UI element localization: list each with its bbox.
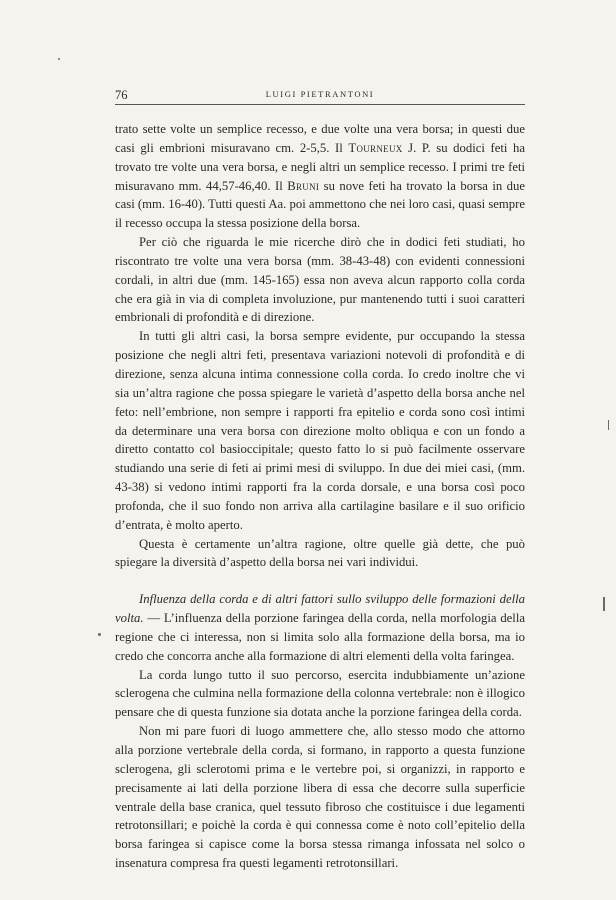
- paragraph: [115, 233, 525, 327]
- text-run: Non mi pare fuori di luogo ammettere che, allo stesso modo che attorno alla porzione vertebrale della corda, si formano, in rapporto a questa funzione sclerogena, gli sclerotomi prima e le vertebre poi, si organizzi, in rapporto e precisamente ai lati della porzione libera di essa che decorre sulla superficie ventrale della base cranica, quel tessuto fibroso che costituisce i due legamenti retrotonsillari; e poichè la corda è qui connessa come è noto coll’epitelio della borsa faringea si capisce come la borsa stessa rimanga infossata nel solco o insenatura compresa fra questi legamenti retrotonsillari.: [115, 724, 525, 871]
- section-heading: Influenza della corda e di altri fattori sullo sviluppo delle formazioni della volta.: [115, 592, 525, 626]
- section-heading-paragraph: [115, 590, 525, 665]
- page-number: 76: [115, 88, 128, 102]
- paragraph: [115, 666, 525, 723]
- text-run: su nove feti ha trovato la borsa in due casi (mm. 16-40). Tutti questi Aa. poi ammettono che nei loro casi, quasi sempre il recesso occupa la stessa posizione della borsa.: [115, 178, 525, 231]
- paragraph: [115, 327, 525, 534]
- text-run: In tutti gli altri casi, la borsa sempre evidente, pur occupando la stessa posizione che negli altri feti, presentava variazioni notevoli di profondità e di direzione, senza alcuna intima connessione colla corda. Io credo inoltre che vi sia un’altra ragione che possa spiegare le varietà d’aspetto della borsa anche nel feto: nell’embrione, non sempre i rapporti fra epitelio e corda sono così intimi da determinare una vera borsa con direzione molto obliqua e con un fondo a diretto contatto col basioccipitale; questo fatto lo si può facilmente osservare studiando una serie di feti ai primi mesi di sviluppo. In due dei miei casi, (mm. 43-38) si vedono intimi rapporti fra la corda dorsale, e una borsa così poco profonda, che il suo fondo non arriva alla cartilagine basilare e il suo orificio d’entrata, è molto aperto.: [115, 329, 525, 532]
- scan-margin-mark: [608, 420, 609, 430]
- paragraph: [115, 120, 525, 233]
- text-run: Questa è certamente un’altra ragione, oltre quelle già dette, che può spiegare la diversità d’aspetto della borsa nei vari individui.: [115, 536, 525, 570]
- paragraph: [115, 722, 525, 873]
- text-run: trato sette volte un semplice recesso, e due volte una vera borsa; in questi due casi gli embrioni misuravano cm. 2-5,5. Il: [115, 122, 525, 155]
- text-run: J. P. su dodici feti ha trovato tre volte una vera borsa, e negli altri un semplice recesso. I primi tre feti misuravano mm. 44,57-46,40. Il: [115, 140, 525, 193]
- author-name: Tourneux: [348, 140, 403, 155]
- text-run: La corda lungo tutto il suo percorso, esercita indubbiamente un’azione sclerogena che culmina nella formazione della colonna vertebrale: non è illogico pensare che di questa funzione sia dotata anche la porzione faringea della corda.: [115, 667, 525, 720]
- header-rule: [115, 104, 525, 105]
- page-header: [115, 88, 525, 102]
- author-name: Bruni: [287, 178, 320, 193]
- text-run: — L’influenza della porzione faringea della corda, nella morfologia della regione che ci interessa, non si limita solo alla formazione della borsa, ma io credo che concorra anche alla formazione di altri elementi della volta faringea.: [115, 611, 525, 663]
- running-title: LUIGI PIETRANTONI: [265, 89, 375, 99]
- scan-margin-mark: [603, 597, 605, 611]
- paragraph: [115, 535, 525, 573]
- scan-dot: [98, 633, 101, 636]
- body-text: [115, 120, 525, 873]
- scan-dot: [58, 58, 60, 60]
- text-run: Per ciò che riguarda le mie ricerche dirò che in dodici feti studiati, ho riscontrato tre volte una vera borsa (mm. 38-43-48) con evidenti connessioni cordali, in altri due (mm. 145-165) essa non aveva alcun rapporto colla corda che era già in via di completa involuzione, pur mantenendo tutti i suoi caratteri embrionali di profondità e di direzione.: [115, 235, 525, 325]
